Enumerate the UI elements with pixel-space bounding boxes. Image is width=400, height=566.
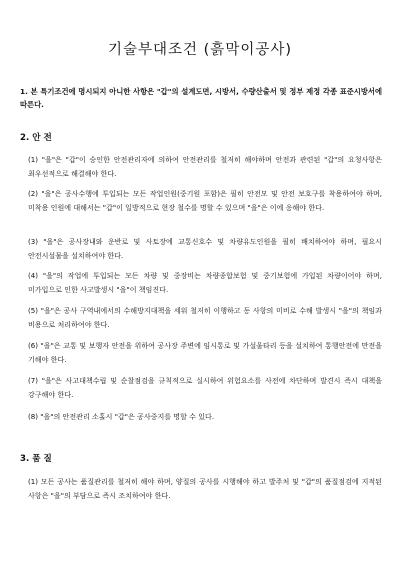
section2-item-2: (2) "을"은 공사수행에 투입되는 모든 작업인원(중기원 포함)은 필히 안전모 및 안전 보호구를 착용하여야 하며, 미착용 인원에 대해서는 "갑"이 일방적으로 현장 철수를 명할 수 있으며 "을"은 이에 응해야 한다. [28, 189, 382, 212]
section2-item-4: (4) "을"의 작업에 투입되는 모든 차량 및 중장비는 차량종합보험 및 중기보험에 가입된 차량이어야 하며, 미가입으로 인한 사고발생시 "을"이 책임진다. [28, 271, 382, 294]
section2-item-5: (5) "을"은 공사 구역내에서의 수해방지대책을 세워 철저히 이행하고 동 사항의 미비로 수해 발생시 "을"의 책임과 비용으로 처리하여야 한다. [28, 306, 382, 329]
section1-text: 1. 본 특기조건에 명시되지 아니한 사항은 "갑"의 설계도면, 시방서, 수량산출서 및 정부 제정 각종 표준시방서에 따른다. [20, 87, 382, 109]
document-title: 기술부대조건 (흙막이공사) [108, 42, 292, 58]
section2-item-8: (8) "을"의 안전관리 소홀시 "갑"은 공사중지를 명할 수 있다. [28, 412, 215, 421]
section2-heading: 2. 안 전 [20, 133, 52, 143]
section2-item-6: (6) "을"은 교통 및 보행자 안전을 위하여 공사장 주변에 임시통로 및 가설울타리 등을 설치하여 통행안전에 만전을 기해야 한다. [28, 341, 382, 364]
section2-item-3: (3) "을"은 공사장내와 운반로 및 사토장에 교통신호수 및 차량유도인원을 필히 배치하여야 하며, 필요시 안전시설물을 설치하여야 한다. [28, 237, 382, 260]
section3-item-1: (1) 모든 공사는 품질관리를 철저히 해야 하며, 양질의 공사를 시행해야 하고 발주처 및 "갑"의 품질점검에 지적된 사항은 "을"의 부담으로 즉시 조치하여야 한다. [28, 477, 382, 500]
section3-heading: 3. 품 질 [20, 454, 52, 464]
section2-item-7: (7) "을"은 사고대책수립 및 순찰점검을 규칙적으로 실시하여 위험요소를 사전에 차단하며 발견시 즉시 대책을 강구해야 한다. [28, 376, 382, 399]
section2-item-1: (1) "을"은 "갑"이 승인한 안전관리자에 의하여 안전관리를 철저히 해야하며 안전과 관련된 "갑"의 요청사항은 최우선적으로 해결해야 한다. [28, 155, 382, 178]
